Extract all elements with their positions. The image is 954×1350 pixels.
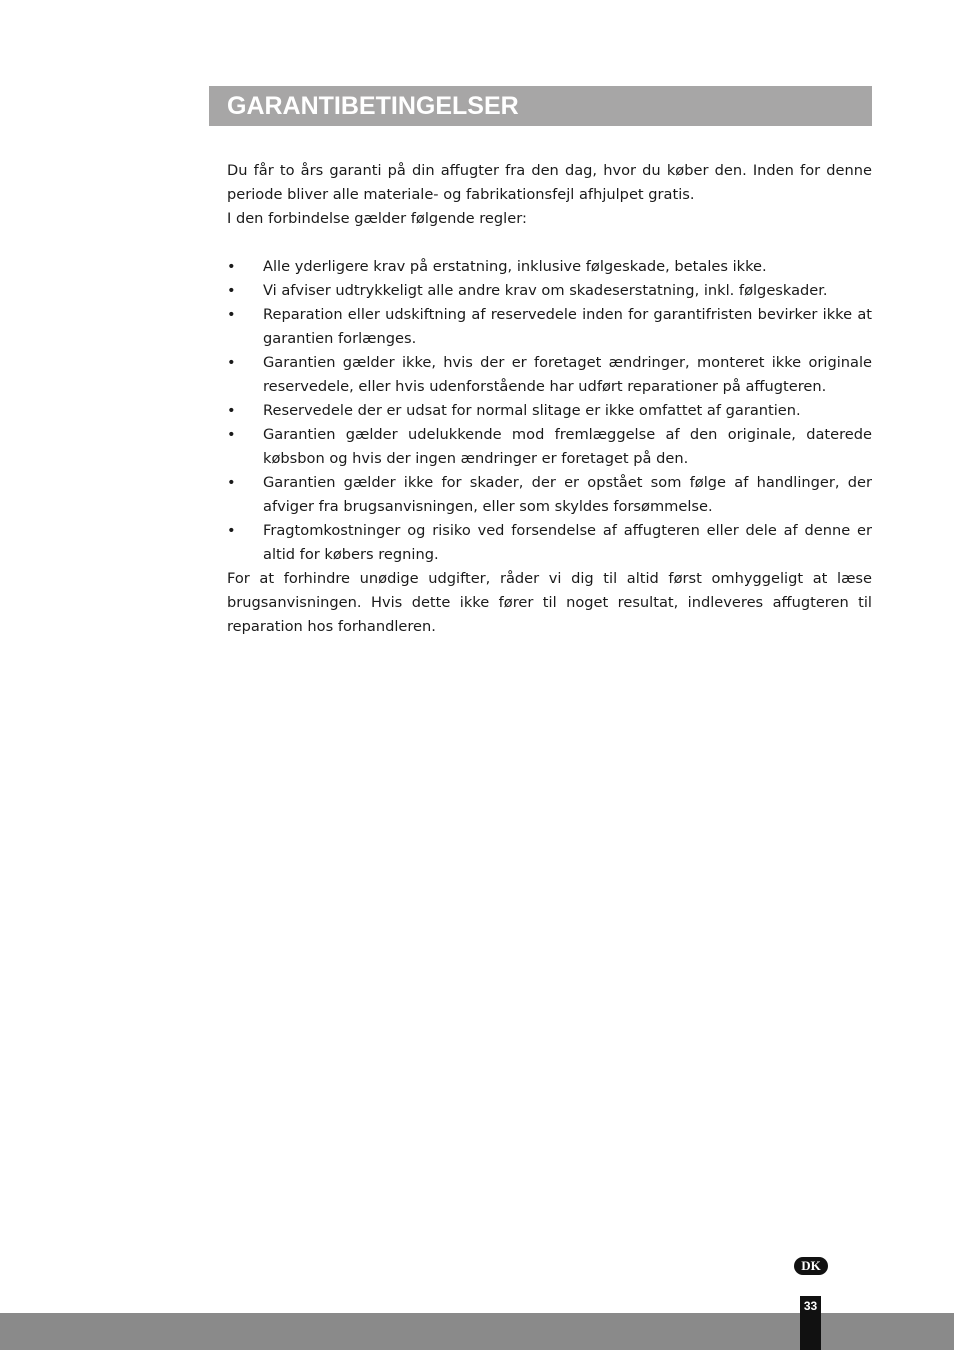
list-item — [227, 351, 872, 399]
language-badge: DK — [794, 1257, 828, 1275]
bullet-icon: • — [227, 426, 236, 443]
bullet-icon: • — [227, 354, 236, 371]
list-item — [227, 255, 872, 279]
warranty-body — [227, 159, 872, 639]
list-item — [227, 519, 872, 567]
bullet-icon: • — [227, 402, 236, 419]
list-item-text: Alle yderligere krav på erstatning, inklusive følgeskade, betales ikke. — [263, 258, 767, 275]
rules-intro: I den forbindelse gælder følgende regler: — [227, 210, 527, 227]
bullet-icon: • — [227, 258, 236, 275]
list-item — [227, 279, 872, 303]
bullet-icon: • — [227, 282, 236, 299]
page-title: GARANTIBETINGELSER — [227, 92, 519, 120]
page-number: 33 — [800, 1296, 821, 1350]
list-item — [227, 399, 872, 423]
list-item-text: Reservedele der er udsat for normal slitage er ikke omfattet af garantien. — [263, 402, 801, 419]
list-item — [227, 471, 872, 519]
list-item-text: Vi afviser udtrykkeligt alle andre krav om skadeserstatning, inkl. følgeskader. — [263, 282, 828, 299]
list-item — [227, 303, 872, 351]
bullet-icon: • — [227, 306, 236, 323]
list-item-text: Garantien gælder ikke for skader, der er opstået som følge af handlinger, der afviger fra brugsanvisningen, eller som skyldes forsømmelse. — [263, 474, 872, 515]
intro-paragraph: Du får to års garanti på din affugter fra den dag, hvor du køber den. Inden for denne periode bliver alle materiale- og fabrikationsfejl afhjulpet gratis. — [227, 162, 872, 203]
spacer — [227, 231, 872, 255]
section-header — [209, 86, 872, 126]
list-item-text: Garantien gælder udelukkende mod fremlæggelse af den originale, daterede købsbon og hvis der ingen ændringer er foretaget på den. — [263, 426, 872, 467]
rules-list — [227, 255, 872, 567]
bullet-icon: • — [227, 474, 236, 491]
list-item-text: Fragtomkostninger og risiko ved forsendelse af affugteren eller dele af denne er altid for købers regning. — [263, 522, 872, 563]
bullet-icon: • — [227, 522, 236, 539]
list-item-text: Garantien gælder ikke, hvis der er foretaget ændringer, monteret ikke originale reservedele, eller hvis udenforstående har udført reparationer på affugteren. — [263, 354, 872, 395]
list-item-text: Reparation eller udskiftning af reservedele inden for garantifristen bevirker ikke at garantien forlænges. — [263, 306, 872, 347]
closing-paragraph: For at forhindre unødige udgifter, råder vi dig til altid først omhyggeligt at læse brugsanvisningen. Hvis dette ikke fører til noget resultat, indleveres affugteren til reparation hos forhandleren. — [227, 570, 872, 635]
list-item — [227, 423, 872, 471]
